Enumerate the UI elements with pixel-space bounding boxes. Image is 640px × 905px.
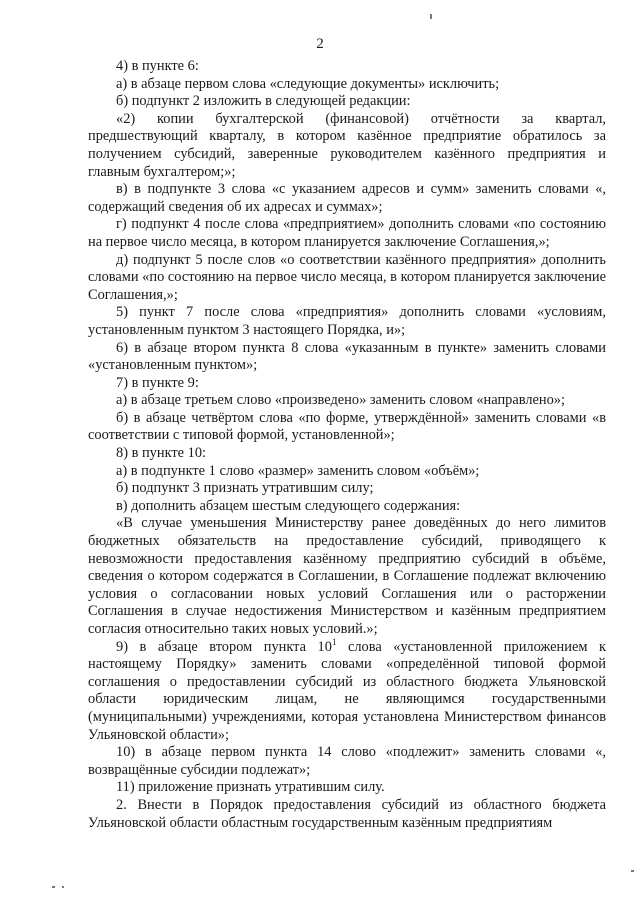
- paragraph: 4) в пункте 6:: [116, 58, 199, 74]
- paragraph: 5) пункт 7 после слова «предприятия» дополнить словами «условиям, установленным пунктом 3 настоящего Порядка, и»;: [88, 304, 606, 338]
- paragraph: 2. Внести в Порядок предоставления субсидий из областного бюджета Ульяновской области областным государственным казённым предприятиям: [88, 796, 606, 831]
- paragraph: в) в подпункте 3 слова «с указанием адресов и сумм» заменить словами «, содержащий сведения об их адресах и суммах»;: [88, 181, 606, 215]
- paragraph-9-start: 9) в абзаце втором пункта 10: [116, 638, 332, 655]
- paragraph: б) подпункт 2 изложить в следующей редакции:: [116, 93, 411, 110]
- superscript: 1: [331, 636, 337, 647]
- scan-speck: [430, 14, 432, 19]
- paragraph: б) подпункт 3 признать утратившим силу;: [116, 480, 374, 497]
- paragraph: а) в абзаце третьем слово «произведено» заменить словом «направлено»;: [116, 392, 566, 409]
- paragraph: «В случае уменьшения Министерству ранее доведённых до него лимитов бюджетных обязательств на предоставление субсидий, приводящего к невозможности предоставления казённому предприятию субсидий в объёме, сведения о котором содержатся в Соглашении, в Соглашение подлежат включению условия о согласовании новых условий Соглашения или о расторжении Соглашения в случае недостижения Министерством и казённым предприятием согласия относительно таких новых условий.»;: [88, 515, 606, 637]
- document-body: [88, 58, 606, 832]
- paragraph-9-rest: слова «установленной приложением к настоящему Порядку» заменить словами «определённой типовой формой соглашения о предоставлении субсидий из областного бюджета Ульяновской области юридическим лицам, не являющимся государственными (муниципальными) учреждениями, которая установлена Министерством финансов Ульяновской области»;: [88, 638, 606, 743]
- scan-speck: [631, 870, 634, 872]
- paragraph: а) в абзаце первом слова «следующие документы» исключить;: [116, 75, 500, 92]
- paragraph: 10) в абзаце первом пункта 14 слово «подлежит» заменить словами «, возвращённые субсидии подлежат»;: [88, 744, 606, 778]
- paragraph: 6) в абзаце втором пункта 8 слова «указанным в пункте» заменить словами «установленным пунктом»;: [88, 339, 606, 374]
- paragraph: 7) в пункте 9:: [116, 374, 199, 391]
- scan-speck: [62, 886, 64, 888]
- paragraph: а) в подпункте 1 слово «размер» заменить словом «объём»;: [116, 462, 480, 479]
- paragraph-9: [88, 636, 606, 745]
- page-number: 2: [316, 36, 324, 52]
- paragraph: г) подпункт 4 после слова «предприятием» дополнить словами «по состоянию на первое число месяца, в котором планируется заключение Соглашения,»;: [88, 216, 606, 250]
- paragraph: в) дополнить абзацем шестым следующего содержания:: [116, 497, 461, 514]
- paragraph: б) в абзаце четвёртом слова «по форме, утверждённой» заменить словами «в соответствии с типовой формой, установленной»;: [88, 409, 606, 444]
- paragraph: 8) в пункте 10:: [116, 445, 207, 462]
- scan-speck: [52, 886, 55, 888]
- paragraph: «2) копии бухгалтерской (финансовой) отчётности за квартал, предшествующий кварталу, в котором казённое предприятие обратилось за получением субсидий, заверенные руководителем казённого предприятия и главным бухгалтером;»;: [88, 110, 606, 180]
- paragraph: 11) приложение признать утратившим силу.: [116, 779, 385, 796]
- paragraph: д) подпункт 5 после слов «о соответствии казённого предприятия» дополнить словами «по состоянию на первое число месяца, в котором планируется заключение Соглашения,»;: [88, 251, 606, 303]
